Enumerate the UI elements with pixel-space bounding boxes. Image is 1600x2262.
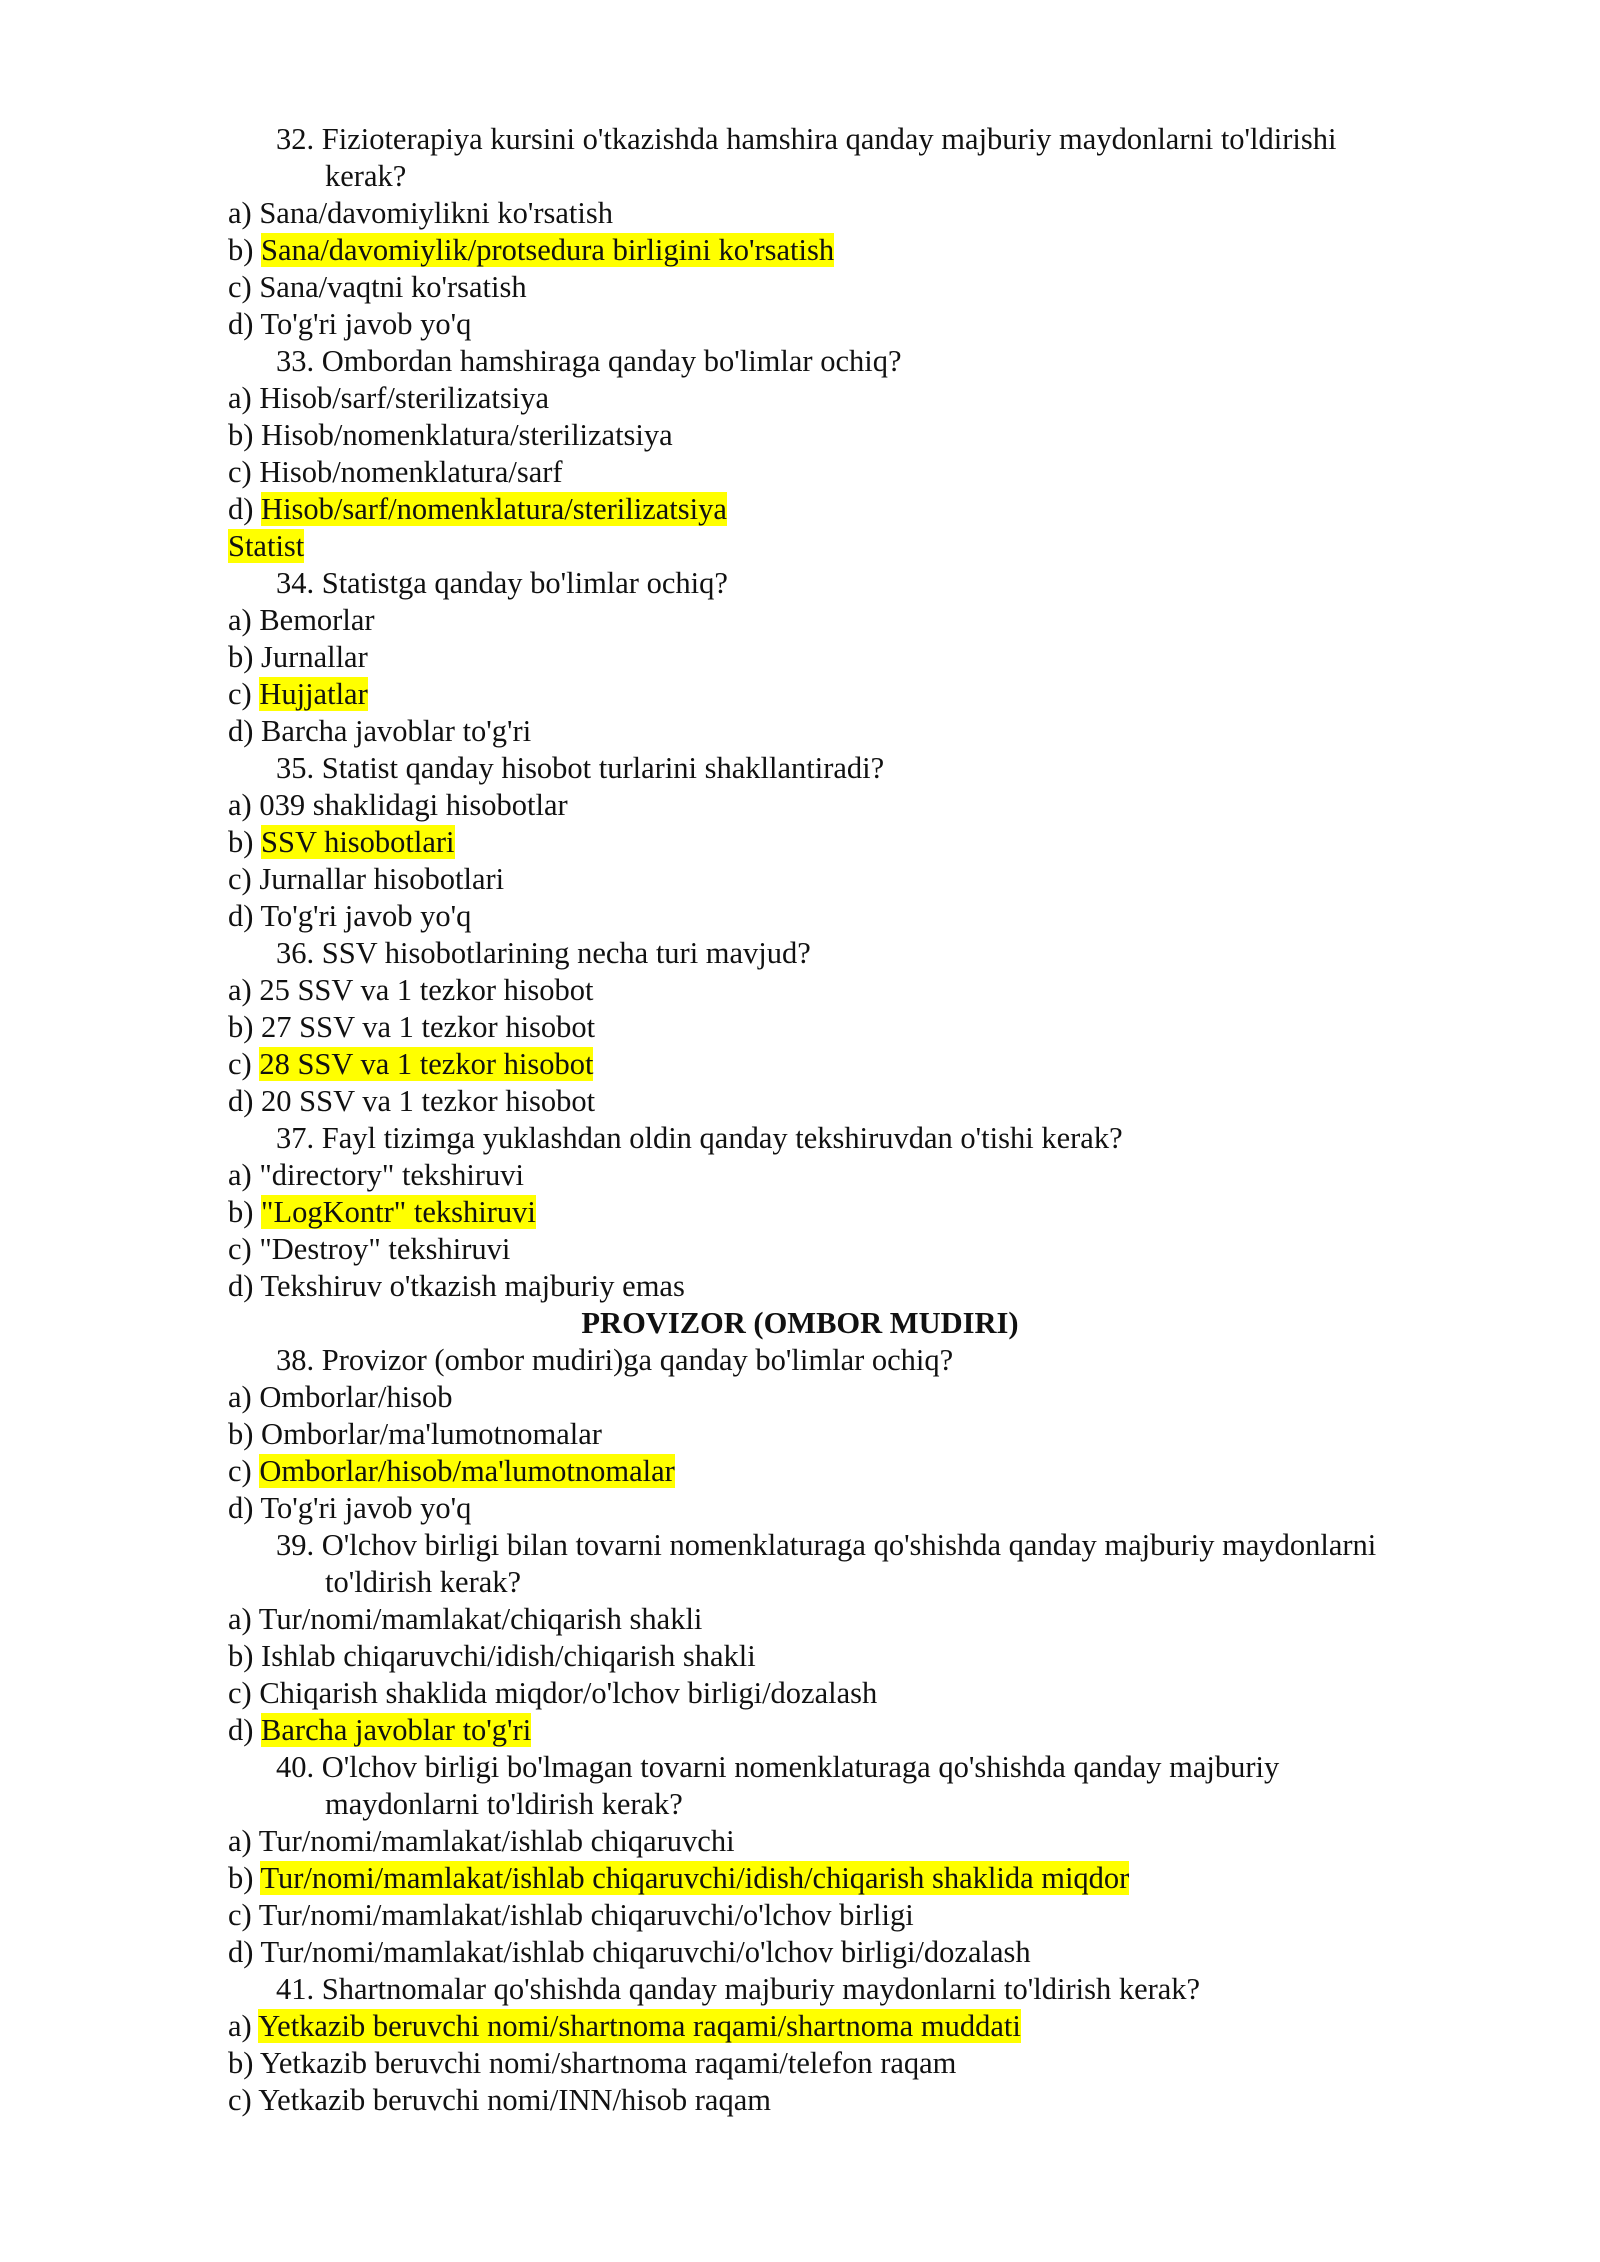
question-37: 37. Fayl tizimga yuklashdan oldin qanday tekshiruvdan o'tishi kerak? bbox=[276, 1121, 1123, 1155]
section-heading-provizor: PROVIZOR (OMBOR MUDIRI) bbox=[581, 1306, 1019, 1340]
answer-36b: b) 27 SSV va 1 tezkor hisobot bbox=[228, 1010, 596, 1044]
section-heading-statist: Statist bbox=[228, 529, 305, 563]
answer-32b-correct: b) Sana/davomiylik/protsedura birligini ko'rsatish bbox=[228, 233, 835, 267]
correct-answer-highlight: "LogKontr" tekshiruvi bbox=[261, 1195, 536, 1229]
answer-41a-correct: a) Yetkazib beruvchi nomi/shartnoma raqami/shartnoma muddati bbox=[228, 2009, 1021, 2043]
answer-34c-correct: c) Hujjatlar bbox=[228, 677, 368, 711]
answer-38a: a) Omborlar/hisob bbox=[228, 1380, 453, 1414]
question-40-cont: maydonlarni to'ldirish kerak? bbox=[325, 1787, 683, 1821]
answer-32a: a) Sana/davomiylikni ko'rsatish bbox=[228, 196, 613, 230]
answer-39a: a) Tur/nomi/mamlakat/chiqarish shakli bbox=[228, 1602, 703, 1636]
answer-33c: c) Hisob/nomenklatura/sarf bbox=[228, 455, 563, 489]
answer-40d: d) Tur/nomi/mamlakat/ishlab chiqaruvchi/o'lchov birligi/dozalash bbox=[228, 1935, 1031, 1969]
question-34: 34. Statistga qanday bo'limlar ochiq? bbox=[276, 566, 728, 600]
answer-39b: b) Ishlab chiqaruvchi/idish/chiqarish shakli bbox=[228, 1639, 756, 1673]
question-39-cont: to'ldirish kerak? bbox=[325, 1565, 522, 1599]
answer-37c: c) "Destroy" tekshiruvi bbox=[228, 1232, 511, 1266]
answer-41c: c) Yetkazib beruvchi nomi/INN/hisob raqam bbox=[228, 2083, 771, 2117]
answer-40a: a) Tur/nomi/mamlakat/ishlab chiqaruvchi bbox=[228, 1824, 735, 1858]
correct-answer-highlight: 28 SSV va 1 tezkor hisobot bbox=[259, 1047, 594, 1081]
answer-37d: d) Tekshiruv o'tkazish majburiy emas bbox=[228, 1269, 685, 1303]
question-36: 36. SSV hisobotlarining necha turi mavjud? bbox=[276, 936, 811, 970]
correct-answer-highlight: Barcha javoblar to'g'ri bbox=[261, 1713, 532, 1747]
question-38: 38. Provizor (ombor mudiri)ga qanday bo'limlar ochiq? bbox=[276, 1343, 954, 1377]
answer-36a: a) 25 SSV va 1 tezkor hisobot bbox=[228, 973, 594, 1007]
question-39: 39. O'lchov birligi bilan tovarni nomenklaturaga qo'shishda qanday majburiy maydonlarni bbox=[276, 1528, 1377, 1562]
answer-39c: c) Chiqarish shaklida miqdor/o'lchov birligi/dozalash bbox=[228, 1676, 878, 1710]
answer-40c: c) Tur/nomi/mamlakat/ishlab chiqaruvchi/o'lchov birligi bbox=[228, 1898, 914, 1932]
question-32-cont: kerak? bbox=[325, 159, 407, 193]
answer-35d: d) To'g'ri javob yo'q bbox=[228, 899, 472, 933]
answer-33d-correct: d) Hisob/sarf/nomenklatura/sterilizatsiya bbox=[228, 492, 727, 526]
question-40: 40. O'lchov birligi bo'lmagan tovarni nomenklaturaga qo'shishda qanday majburiy bbox=[276, 1750, 1280, 1784]
correct-answer-highlight: Hisob/sarf/nomenklatura/sterilizatsiya bbox=[261, 492, 727, 526]
answer-39d-correct: d) Barcha javoblar to'g'ri bbox=[228, 1713, 532, 1747]
answer-35c: c) Jurnallar hisobotlari bbox=[228, 862, 505, 896]
question-41: 41. Shartnomalar qo'shishda qanday majburiy maydonlarni to'ldirish kerak? bbox=[276, 1972, 1201, 2006]
correct-answer-highlight: Omborlar/hisob/ma'lumotnomalar bbox=[259, 1454, 675, 1488]
answer-41b: b) Yetkazib beruvchi nomi/shartnoma raqami/telefon raqam bbox=[228, 2046, 957, 2080]
question-32: 32. Fizioterapiya kursini o'tkazishda hamshira qanday majburiy maydonlarni to'ldirishi bbox=[276, 122, 1337, 156]
answer-37a: a) "directory" tekshiruvi bbox=[228, 1158, 524, 1192]
answer-34b: b) Jurnallar bbox=[228, 640, 368, 674]
answer-40b-correct: b) Tur/nomi/mamlakat/ishlab chiqaruvchi/idish/chiqarish shaklida miqdor bbox=[228, 1861, 1130, 1895]
correct-answer-highlight: Hujjatlar bbox=[259, 677, 368, 711]
correct-answer-highlight: SSV hisobotlari bbox=[261, 825, 455, 859]
answer-32d: d) To'g'ri javob yo'q bbox=[228, 307, 472, 341]
question-33: 33. Ombordan hamshiraga qanday bo'limlar ochiq? bbox=[276, 344, 902, 378]
answer-36d: d) 20 SSV va 1 tezkor hisobot bbox=[228, 1084, 596, 1118]
answer-32c: c) Sana/vaqtni ko'rsatish bbox=[228, 270, 527, 304]
answer-33a: a) Hisob/sarf/sterilizatsiya bbox=[228, 381, 550, 415]
answer-36c-correct: c) 28 SSV va 1 tezkor hisobot bbox=[228, 1047, 594, 1081]
answer-34a: a) Bemorlar bbox=[228, 603, 375, 637]
answer-38c-correct: c) Omborlar/hisob/ma'lumotnomalar bbox=[228, 1454, 675, 1488]
correct-answer-highlight: Sana/davomiylik/protsedura birligini ko'rsatish bbox=[261, 233, 835, 267]
answer-35a: a) 039 shaklidagi hisobotlar bbox=[228, 788, 568, 822]
question-35: 35. Statist qanday hisobot turlarini shakllantiradi? bbox=[276, 751, 885, 785]
correct-answer-highlight: Tur/nomi/mamlakat/ishlab chiqaruvchi/idish/chiqarish shaklida miqdor bbox=[260, 1861, 1130, 1895]
answer-37b-correct: b) "LogKontr" tekshiruvi bbox=[228, 1195, 536, 1229]
answer-38b: b) Omborlar/ma'lumotnomalar bbox=[228, 1417, 602, 1451]
answer-38d: d) To'g'ri javob yo'q bbox=[228, 1491, 472, 1525]
answer-35b-correct: b) SSV hisobotlari bbox=[228, 825, 455, 859]
answer-33b: b) Hisob/nomenklatura/sterilizatsiya bbox=[228, 418, 673, 452]
correct-answer-highlight: Yetkazib beruvchi nomi/shartnoma raqami/shartnoma muddati bbox=[258, 2009, 1021, 2043]
answer-34d: d) Barcha javoblar to'g'ri bbox=[228, 714, 532, 748]
